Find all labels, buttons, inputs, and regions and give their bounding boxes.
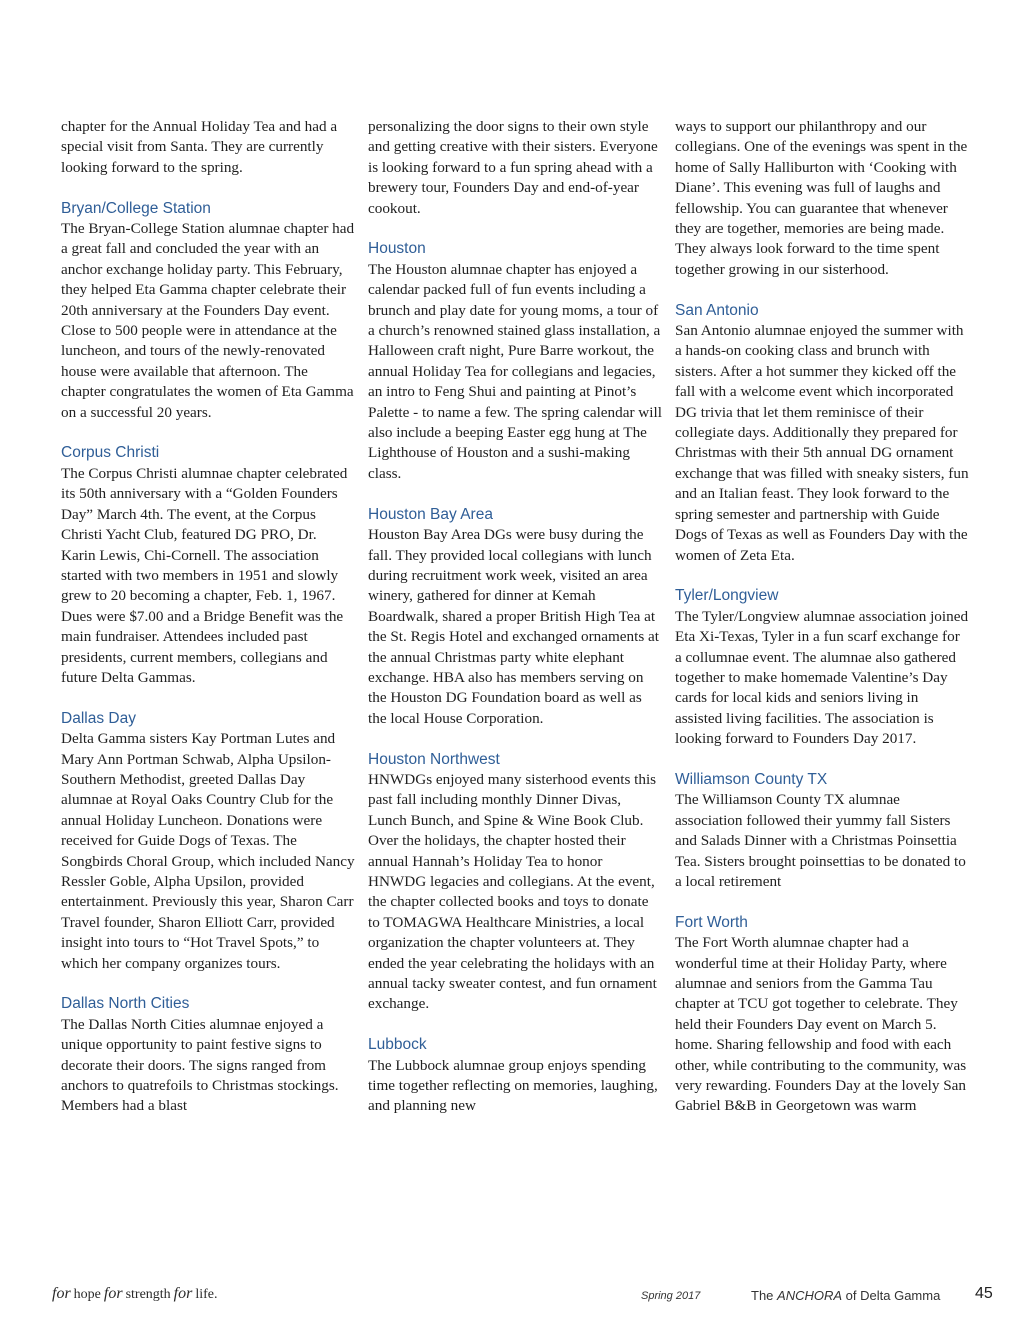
article-houston-bay-area — [368, 505, 662, 729]
article-san-antonio — [675, 301, 969, 566]
article-heading: Houston Bay Area — [368, 505, 493, 523]
continued-paragraph — [368, 117, 662, 219]
article-heading: Fort Worth — [675, 913, 748, 931]
article-heading: Houston — [368, 240, 426, 258]
magazine-prefix: The — [751, 1288, 774, 1303]
continued-paragraph — [675, 117, 969, 280]
motto-for: for — [103, 1285, 123, 1302]
article-houston-northwest — [368, 750, 662, 1015]
magazine-suffix: of Delta Gamma — [845, 1288, 941, 1303]
article-text: The Tyler/Longview alumnae association joined Eta Xi-Texas, Tyler in a fun scarf exchange for a collumnae event. The alumnae also gathered together to make homemade Valentine’s Day cards for local kids and seniors living in assisted living facilities. The association is looking forward to Founders Day 2017. — [675, 607, 969, 748]
article-heading: San Antonio — [675, 301, 759, 319]
article-heading: Williamson County TX — [675, 770, 828, 788]
motto-for: for — [52, 1285, 71, 1302]
article-heading: Dallas North Cities — [61, 995, 190, 1013]
article-text: The Williamson County TX alumnae association followed their yummy fall Sisters and Salads Dinner with a Christmas Poinsettia Tea. Sisters brought poinsettias to be donated to a local retirement — [675, 791, 966, 890]
article-corpus-christi — [61, 443, 355, 688]
article-heading: Tyler/Longview — [675, 587, 779, 605]
article-heading: Houston Northwest — [368, 750, 500, 768]
motto-strength: strength — [125, 1287, 171, 1302]
article-bryan-college-station — [61, 199, 355, 423]
article-heading: Lubbock — [368, 1036, 427, 1054]
footer-magazine-title — [751, 1288, 940, 1303]
article-text: ways to support our philanthropy and our collegians. One of the evenings was spent in the home of Sally Halliburton with ‘Cooking with Diane’. This evening was full of laughs and fellowship. You can guarantee that whenever they are together, memories are being made. They always look forward to the time spent together growing in our sisterhood. — [675, 118, 968, 278]
footer-motto — [52, 1285, 221, 1303]
continued-paragraph — [61, 117, 355, 178]
article-text: The Lubbock alumnae group enjoys spending time together reflecting on memories, laughing, and planning new — [368, 1056, 658, 1115]
article-text: The Dallas North Cities alumnae enjoyed a unique opportunity to paint festive signs to decorate their doors. The signs ranged from anchors to quatrefoils to Christmas stockings. Members had a blast — [61, 1015, 339, 1115]
article-text: personalizing the door signs to their own style and getting creative with their sisters. Everyone is looking forward to a fun spring ahead with a brewery tour, Founders Day and end-of-year cookout. — [368, 118, 658, 217]
article-heading: Dallas Day — [61, 709, 136, 727]
article-williamson-county — [675, 770, 969, 892]
article-text: HNWDGs enjoyed many sisterhood events this past fall including monthly Dinner Divas, Lunch Bunch, and Spine & Wine Book Club. Over the holidays, the chapter hosted their annual Hannah’s Holiday Tea to honor HNWDG legacies and collegians. At the event, the chapter collected books and toys to donate to TOMAGWA Healthcare Ministries, a local organization the chapter volunteers at. They ended the year celebrating the holidays with an annual tacky sweater contest, and fun ornament exchange. — [368, 770, 657, 1013]
motto-life: life. — [195, 1287, 218, 1302]
article-text: chapter for the Annual Holiday Tea and had a special visit from Santa. They are currently looking forward to the spring. — [61, 118, 338, 176]
article-houston — [368, 239, 662, 484]
article-dallas-day — [61, 709, 355, 974]
article-text: The Corpus Christi alumnae chapter celebrated its 50th anniversary with a “Golden Founders Day” March 4th. The event, at the Corpus Christi Yacht Club, featured DG PRO, Dr. Karin Lewis, Chi-Cornell. The association started with two members in 1951 and slowly grew to 20 becoming a chapter, Feb. 1, 1967. Dues were $7.00 and a Bridge Benefit was the main fundraiser. Attendees included past presidents, current members, collegians and future Delta Gammas. — [61, 464, 348, 686]
article-text: San Antonio alumnae enjoyed the summer with a hands-on cooking class and brunch with sisters. After a hot summer they kicked off the fall with a welcome event which incorporated DG trivia that let them reminisce of their collegiate days. Additionally they prepared for Christmas with their 5th annual DG ornament exchange that was filled with sneaky sisters, fun and an Italian feast. They look forward to the spring semester and partnership with Guide Dogs of Texas as well as Founders Day with the women of Zeta Eta. — [675, 322, 969, 564]
article-text: Houston Bay Area DGs were busy during the fall. They provided local collegians with lunch during recruitment work week, visited an area winery, gathered for dinner at Kemah Boardwalk, shared a proper British High Tea at the St. Regis Hotel and exchanged ornaments at the annual Christmas party white elephant exchange. HBA also has members serving on the Houston DG Foundation board as well as the local House Corporation. — [368, 526, 660, 727]
article-text: The Fort Worth alumnae chapter had a wonderful time at their Holiday Party, where alumnae and seniors from the Gamma Tau chapter at TCU got together to celebrate. They held their Founders Day event on March 5. home. Sharing fellowship and food with each other, while contributing to the community, was very rewarding. Founders Day at the lovely San Gabriel B&B in Georgetown was warm — [675, 934, 967, 1115]
article-text: Delta Gamma sisters Kay Portman Lutes and Mary Ann Portman Schwab, Alpha Upsilon-Southern Methodist, greeted Dallas Day alumnae at Royal Oaks Country Club for the annual Holiday Luncheon. Donations were received for Guide Dogs of Texas. The Songbirds Choral Group, which included Nancy Ressler Goble, Alpha Upsilon, provided entertainment. Previously this year, Sharon Carr Travel founder, Sharon Elliott Carr, provided insight into tours to “Hot Travel Spots,” to which her company organizes tours. — [61, 730, 355, 972]
column-2 — [368, 117, 662, 1137]
article-text: The Houston alumnae chapter has enjoyed a calendar packed full of fun events including a brunch and play date for young moms, a tour of a church’s renowned stained glass installation, a Halloween craft night, Pure Barre workout, the annual Holiday Tea for collegians and legacies, an intro to Feng Shui and painting at Pinot’s Palette - to name a few. The spring calendar will also include a beeping Easter egg hung at The Lighthouse of Houston and a sushi-making class. — [368, 260, 662, 482]
column-3 — [675, 117, 969, 1137]
article-dallas-north-cities — [61, 994, 355, 1116]
motto-for: for — [173, 1285, 193, 1302]
article-fort-worth — [675, 913, 969, 1117]
column-1 — [61, 117, 355, 1137]
article-text: The Bryan-College Station alumnae chapter had a great fall and concluded the year with an anchor exchange holiday party. This February, they helped Eta Gamma chapter celebrate their 20th anniversary at the Founders Day event. Close to 500 people were in attendance at the luncheon, and tours of the newly-renovated house were available that afternoon. The chapter congratulates the women of Eta Gamma on a successful 20 years. — [61, 220, 355, 421]
magazine-name: ANCHORA — [777, 1288, 843, 1303]
motto-hope: hope — [73, 1287, 101, 1302]
article-tyler-longview — [675, 586, 969, 749]
article-lubbock — [368, 1035, 662, 1117]
page-number: 45 — [975, 1285, 993, 1302]
article-heading: Corpus Christi — [61, 444, 160, 462]
footer-season: Spring 2017 — [641, 1290, 701, 1302]
article-heading: Bryan/College Station — [61, 199, 211, 217]
